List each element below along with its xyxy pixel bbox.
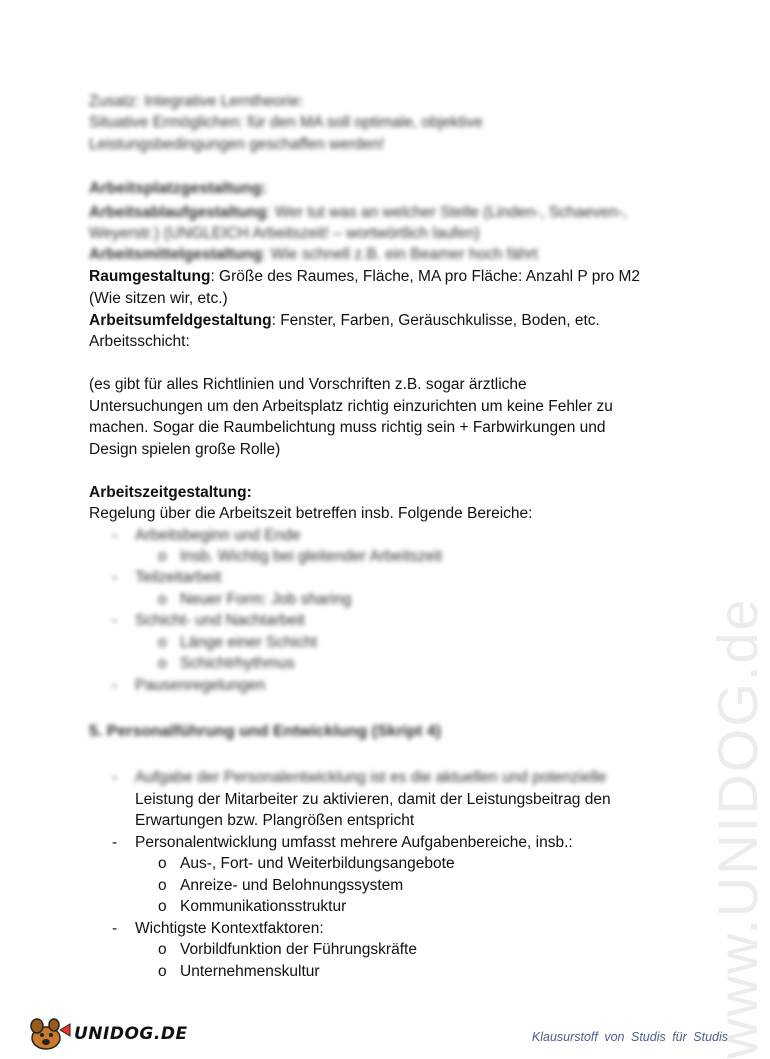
bullet-circle: o xyxy=(158,898,167,915)
bullet-circle: o xyxy=(158,591,167,608)
schicht-line: Arbeitsschicht: xyxy=(89,333,190,350)
sub-list-item: Länge einer Schicht xyxy=(180,634,318,651)
bullet-dash: - xyxy=(112,677,118,694)
term: Arbeitsmittelgestaltung xyxy=(89,246,263,263)
bullet-dash: - xyxy=(112,527,118,544)
umfeld-line xyxy=(89,310,600,331)
list-item: Aufgabe der Personalentwicklung ist es die aktuellen und potenzielle xyxy=(135,769,607,786)
definition: : Wer tut was an welcher Stelle (Linden-, Schaeven-, xyxy=(266,204,628,221)
text-line: Zusatz: Integrative Lerntheorie: xyxy=(89,93,304,110)
bullet-dash: - xyxy=(112,920,118,937)
text-line xyxy=(89,202,627,223)
section-heading-5: 5. Personalführung und Entwicklung (Skript 4) xyxy=(89,723,442,740)
unidog-logo xyxy=(26,1016,188,1052)
list-item: Wichtigste Kontextfaktoren: xyxy=(135,920,324,937)
sub-list-item: Unternehmenskultur xyxy=(180,963,320,980)
sub-list-item: Aus-, Fort- und Weiterbildungsangebote xyxy=(180,855,455,872)
dog-icon xyxy=(26,1016,72,1052)
term-arbeitsumfeldgestaltung: Arbeitsumfeldgestaltung xyxy=(89,312,272,329)
section-heading: Arbeitsplatzgestaltung: xyxy=(89,180,267,197)
sub-list-item: Vorbildfunktion der Führungskräfte xyxy=(180,941,417,958)
intro-line: Regelung über die Arbeitszeit betreffen insb. Folgende Bereiche: xyxy=(89,505,533,522)
bullet-circle: o xyxy=(158,855,167,872)
text-line xyxy=(89,244,538,265)
footer-tagline: Klausurstoff von Studis für Studis xyxy=(531,1030,728,1044)
list-item: Personalentwicklung umfasst mehrere Aufgabenbereiche, insb.: xyxy=(135,834,573,851)
bullet-dash: - xyxy=(112,569,118,586)
list-item: Teilzeitarbeit xyxy=(135,569,222,586)
bullet-dash: - xyxy=(112,834,118,851)
text-line: Situative Ermöglichen: für den MA soll optimale, objektive xyxy=(89,114,483,131)
list-item: Schicht- und Nachtarbeit xyxy=(135,612,305,629)
bullet-circle: o xyxy=(158,941,167,958)
paragraph-line: machen. Sogar die Raumbelichtung muss richtig sein + Farbwirkungen und xyxy=(89,419,606,436)
list-item: Arbeitsbeginn und Ende xyxy=(135,527,301,544)
raum-line-2: (Wie sitzen wir, etc.) xyxy=(89,290,228,307)
logo-text: UNIDOG.DE xyxy=(74,1024,188,1044)
raum-line xyxy=(89,266,640,287)
section-heading-arbeitszeit: Arbeitszeitgestaltung: xyxy=(89,484,252,501)
list-item-continuation: Erwartungen bzw. Plangrößen entspricht xyxy=(135,812,415,829)
sub-list-item: Neuer Form: Job sharing xyxy=(180,591,352,608)
bullet-circle: o xyxy=(158,877,167,894)
term: Arbeitsablaufgestaltung xyxy=(89,204,267,221)
sub-list-item: Kommunikationsstruktur xyxy=(180,898,347,915)
sub-list-item: Schichtrhythmus xyxy=(180,655,295,672)
definition: : Fenster, Farben, Geräuschkulisse, Boden, etc. xyxy=(271,312,600,329)
bullet-circle: o xyxy=(158,548,167,565)
definition: : Wie schnell z.B. ein Beamer hoch fährt xyxy=(262,246,538,263)
bullet-circle: o xyxy=(158,963,167,980)
bullet-dash: - xyxy=(112,769,118,786)
paragraph-line: Design spielen große Rolle) xyxy=(89,441,281,458)
definition: : Größe des Raumes, Fläche, MA pro Fläche: Anzahl P pro M2 xyxy=(210,268,641,285)
term-raumgestaltung: Raumgestaltung xyxy=(89,268,211,285)
paragraph-line: (es gibt für alles Richtlinien und Vorschriften z.B. sogar ärztliche xyxy=(89,376,527,393)
list-item: Pausenregelungen xyxy=(135,677,266,694)
bullet-circle: o xyxy=(158,634,167,651)
watermark: www.UNIDOG.de xyxy=(706,597,769,1059)
list-item-continuation: Leistung der Mitarbeiter zu aktivieren, damit der Leistungsbeitrag den xyxy=(135,791,611,808)
sub-list-item: Insb. Wichtig bei gleitender Arbeitszeit xyxy=(180,548,442,565)
paragraph-line: Untersuchungen um den Arbeitsplatz richtig einzurichten um keine Fehler zu xyxy=(89,398,613,415)
text-line: Leistungsbedingungen geschaffen werden! xyxy=(89,136,385,153)
sub-list-item: Anreize- und Belohnungssystem xyxy=(180,877,404,894)
bullet-circle: o xyxy=(158,655,167,672)
bullet-dash: - xyxy=(112,612,118,629)
text-line: Weyerstr.) (UNGLEICH Arbeitszeit! – wortwörtlich laufen) xyxy=(89,225,480,242)
